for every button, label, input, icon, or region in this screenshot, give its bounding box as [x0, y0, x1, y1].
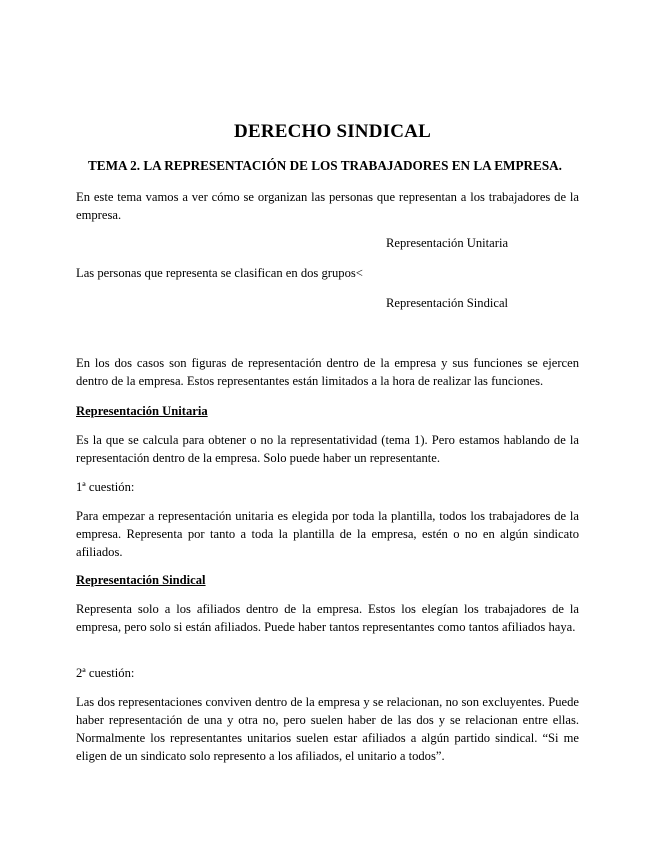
cuestion-2-paragraph: Las dos representaciones conviven dentro de la empresa y se relacionan, no son excluyentes. Puede haber representación de una y otra no, pero suelen haber de las dos y se relacionan entre ellas. Normalmente los representantes unitarios suelen estar afiliados a algún partido sindical. “Si me eligen de un sindicato solo represento a los afiliados, el unitario a todos”. — [76, 695, 579, 763]
intro-paragraph: En este tema vamos a ver cómo se organizan las personas que representan a los trabajadores de la empresa. — [76, 190, 579, 222]
sindical-paragraph: Representa solo a los afiliados dentro de la empresa. Estos los elegían los trabajadores de la empresa, pero solo si están afiliados. Puede haber tantos representantes como tantos afiliados haya. — [76, 602, 579, 634]
groups-line: Las personas que representa se clasifican en dos grupos< — [76, 266, 363, 280]
document-subtitle: TEMA 2. LA REPRESENTACIÓN DE LOS TRABAJADORES EN LA EMPRESA. — [88, 158, 562, 173]
cuestion-2-label: 2ª cuestión: — [76, 666, 135, 680]
group-option-unitaria: Representación Unitaria — [386, 236, 509, 250]
cuestion-1-label: 1ª cuestión: — [76, 480, 135, 494]
document-title: DERECHO SINDICAL — [234, 121, 431, 142]
cuestion-1-paragraph: Para empezar a representación unitaria es elegida por toda la plantilla, todos los trabajadores de la empresa. Representa por tanto a toda la plantilla de la empresa, estén o no en algún sindicato afiliados. — [76, 509, 579, 559]
heading-unitaria: Representación Unitaria — [76, 404, 208, 418]
group-option-sindical: Representación Sindical — [386, 296, 509, 310]
heading-sindical: Representación Sindical — [76, 573, 206, 587]
both-cases-paragraph: En los dos casos son figuras de representación dentro de la empresa y sus funciones se ejercen dentro de la empresa. Estos representantes están limitados a la hora de realizar las funciones. — [76, 356, 579, 388]
unitaria-paragraph: Es la que se calcula para obtener o no la representatividad (tema 1). Pero estamos hablando de la representación dentro de la empresa. Solo puede haber un representante. — [76, 433, 579, 465]
